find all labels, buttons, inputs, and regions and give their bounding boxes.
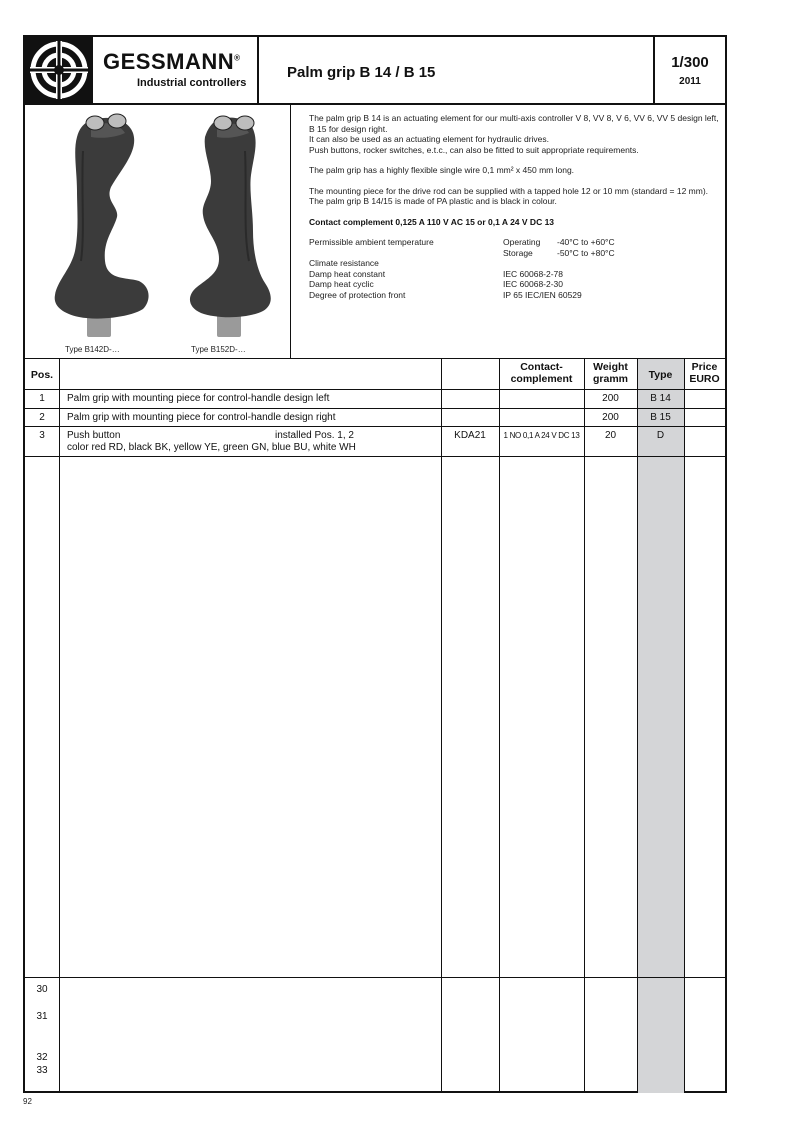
footer-pos-30: 30	[36, 984, 48, 995]
row1-type: B 14	[650, 393, 671, 404]
header-contact: Contact- complement	[510, 361, 573, 385]
row3-weight: 20	[604, 430, 617, 441]
desc-p2: The palm grip has a highly flexible single wire 0,1 mm² x 450 mm long.	[309, 165, 575, 175]
spec-row: Storage -50°C to +80°C	[503, 247, 615, 258]
title-block	[259, 37, 655, 103]
spec-row: Climate resistance	[309, 258, 379, 268]
row3-contact: 1 NO 0,1 A 24 V DC 13	[503, 431, 580, 440]
caption-right: Type B152D-…	[191, 345, 246, 354]
desc-p1c: Push buttons, rocker switches, e.t.c., can also be fitted to suit appropriate requirements.	[309, 144, 639, 155]
brand-subtitle: Industrial controllers	[137, 77, 247, 89]
product-images	[25, 105, 291, 359]
intro-section	[25, 105, 725, 359]
row1-weight: 200	[602, 393, 619, 404]
spec-row: Degree of protection front IP 65 IEC/IEN 60529	[309, 289, 582, 300]
spec-list	[309, 237, 719, 300]
brand-block	[93, 37, 259, 103]
palm-grip-b15-image	[173, 111, 283, 343]
gessmann-logo	[25, 37, 93, 103]
row3-installed: installed Pos. 1, 2	[275, 430, 354, 441]
caption-left: Type B142D-…	[65, 345, 120, 354]
header-weight: Weight gramm	[592, 361, 628, 385]
desc-p1: The palm grip B 14 is an actuating element for our multi-axis controller V 8, VV 8, V 6, VV 6, VV 5 design left, B 15 for design right.	[309, 113, 719, 134]
header-pos: Pos.	[30, 369, 54, 381]
spec-row: Damp heat cyclic IEC 60068-2-30	[309, 279, 564, 289]
footer-pos-32: 32	[36, 1052, 48, 1063]
row3-code: KDA21	[454, 430, 486, 441]
footer-pos-31: 31	[36, 1011, 48, 1022]
type-column-shade	[637, 359, 684, 1093]
desc-p3b: The palm grip B 14/15 is made of PA plastic and is black in colour.	[309, 196, 557, 206]
brand-name: GESSMANN	[103, 49, 235, 74]
logo-crosshair-icon	[29, 40, 89, 100]
registered-mark: ®	[234, 53, 241, 63]
row3-pos: 3	[39, 430, 45, 441]
spec-row: Damp heat constant IEC 60068-2-78	[309, 268, 564, 279]
page-title: Palm grip B 14 / B 15	[287, 64, 436, 81]
palm-grip-b14-image	[47, 111, 157, 343]
page-footer-number: 92	[23, 1097, 32, 1106]
header-type: Type	[648, 369, 673, 381]
desc-p3: The mounting piece for the drive rod can be supplied with a tapped hole 12 or 10 mm (standard = 12 mm).	[309, 185, 709, 196]
row3-description-colors: color red RD, black BK, yellow YE, green GN, blue BU, white WH	[67, 442, 356, 453]
contact-complement: Contact complement 0,125 A 110 V AC 15 or 0,1 A 24 V DC 13	[309, 216, 555, 227]
page-number: 1/300	[671, 54, 709, 71]
row2-weight: 200	[602, 412, 619, 423]
product-description	[309, 113, 719, 300]
row2-type: B 15	[650, 412, 671, 423]
spec-row: Permissible ambient temperature Operating -40°C to +60°C	[309, 237, 615, 247]
year: 2011	[679, 76, 701, 87]
row1-description: Palm grip with mounting piece for control-handle design left	[67, 393, 330, 404]
page-number-block	[655, 37, 725, 103]
header	[25, 37, 725, 105]
row3-type: D	[656, 430, 665, 441]
row1-pos: 1	[39, 393, 45, 404]
row2-description: Palm grip with mounting piece for control-handle design right	[67, 412, 336, 423]
desc-p1b: It can also be used as an actuating element for hydraulic drives.	[309, 134, 550, 144]
header-price: Price EURO	[689, 361, 720, 385]
row3-description: Push button	[67, 430, 121, 441]
row2-pos: 2	[39, 412, 45, 423]
datasheet	[23, 35, 727, 1093]
parts-table	[25, 359, 725, 1093]
footer-pos-33: 33	[36, 1065, 48, 1076]
